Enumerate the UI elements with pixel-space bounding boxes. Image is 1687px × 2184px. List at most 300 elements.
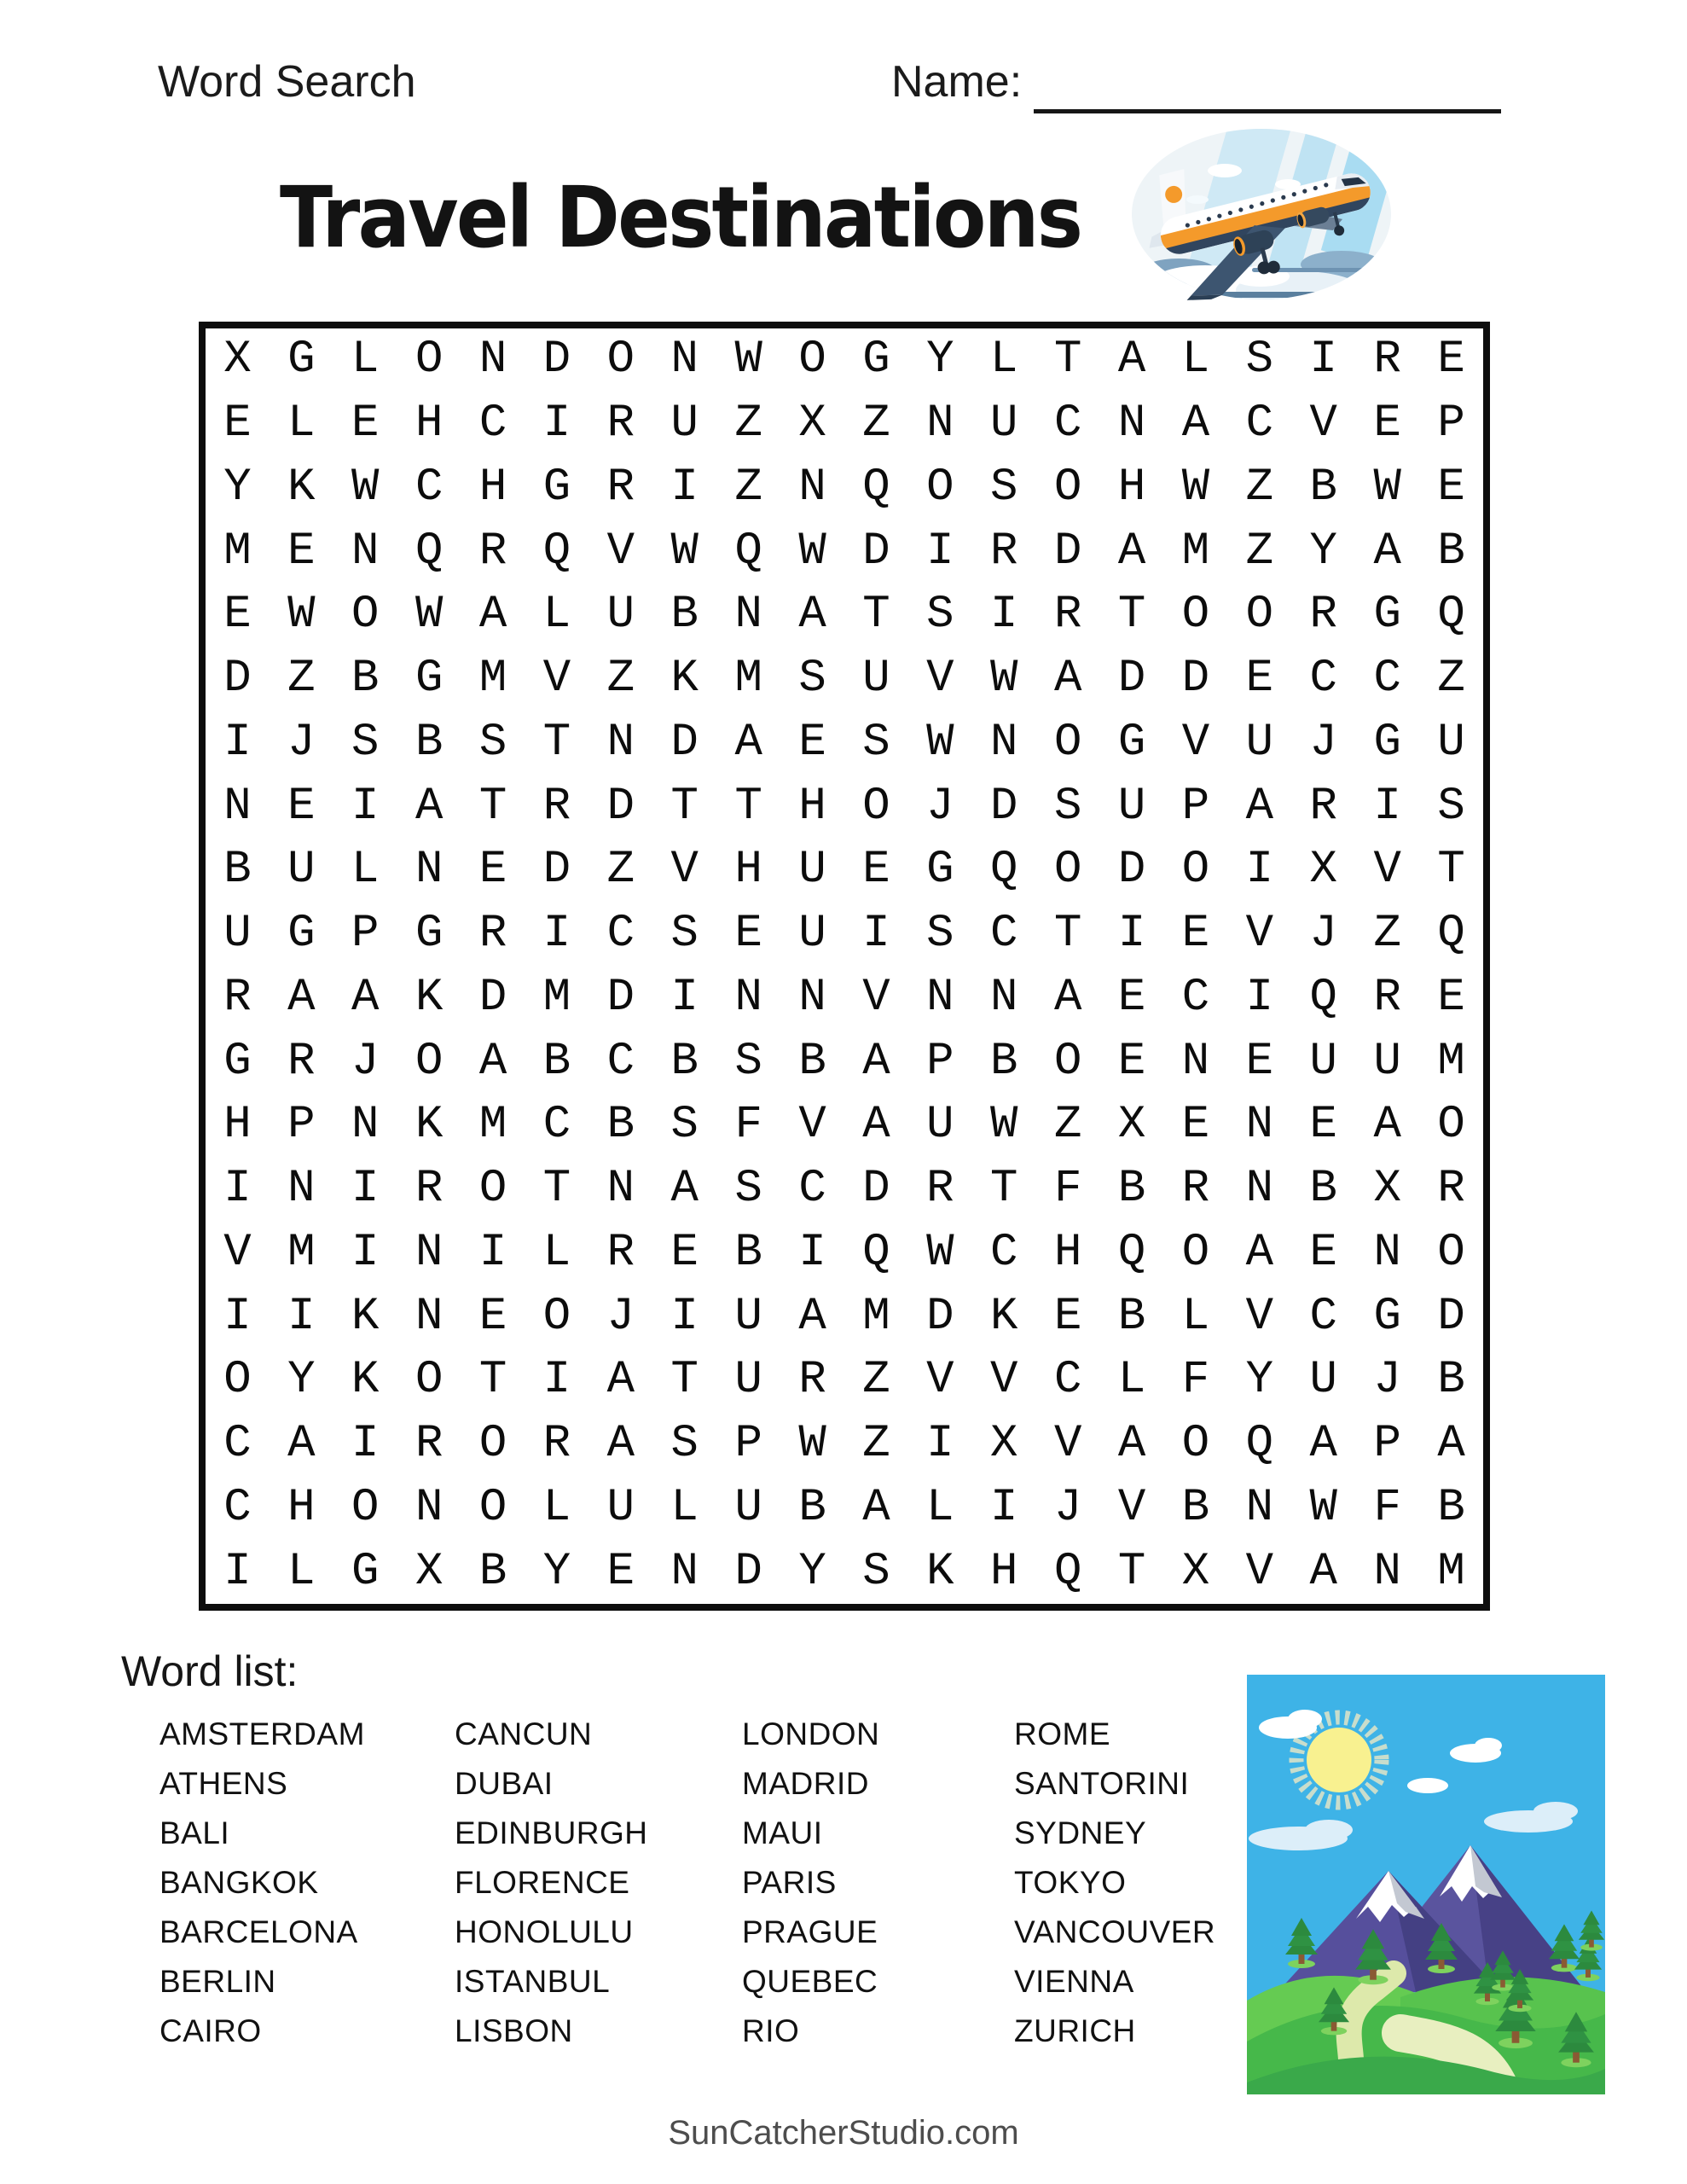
grid-cell[interactable]: O bbox=[415, 1354, 443, 1407]
grid-cell[interactable]: I bbox=[287, 1290, 316, 1343]
grid-cell[interactable]: Z bbox=[1053, 1099, 1082, 1152]
grid-cell[interactable]: T bbox=[1437, 844, 1465, 897]
grid-cell[interactable]: G bbox=[1373, 589, 1401, 642]
grid-cell[interactable]: Q bbox=[1309, 971, 1337, 1024]
grid-cell[interactable]: D bbox=[1117, 653, 1146, 706]
grid-cell[interactable]: I bbox=[223, 1545, 252, 1598]
grid-cell[interactable]: W bbox=[926, 716, 954, 769]
grid-cell[interactable]: N bbox=[1373, 1226, 1401, 1279]
grid-cell[interactable]: N bbox=[415, 844, 443, 897]
grid-cell[interactable]: M bbox=[1181, 525, 1210, 578]
grid-cell[interactable]: I bbox=[670, 461, 699, 514]
grid-cell[interactable]: U bbox=[990, 398, 1018, 450]
grid-cell[interactable]: B bbox=[670, 1035, 699, 1088]
grid-cell[interactable]: N bbox=[734, 971, 762, 1024]
grid-cell[interactable]: Y bbox=[1309, 525, 1337, 578]
grid-cell[interactable]: R bbox=[1373, 971, 1401, 1024]
grid-cell[interactable]: U bbox=[1437, 716, 1465, 769]
grid-cell[interactable]: B bbox=[1117, 1163, 1146, 1216]
grid-cell[interactable]: T bbox=[862, 589, 890, 642]
grid-cell[interactable]: Q bbox=[734, 525, 762, 578]
grid-cell[interactable]: I bbox=[1245, 844, 1274, 897]
grid-cell[interactable]: B bbox=[351, 653, 380, 706]
grid-cell[interactable]: S bbox=[1245, 334, 1274, 386]
grid-cell[interactable]: B bbox=[1437, 1354, 1465, 1407]
grid-cell[interactable]: C bbox=[606, 908, 635, 961]
grid-cell[interactable]: U bbox=[1245, 716, 1274, 769]
grid-cell[interactable]: R bbox=[415, 1418, 443, 1471]
grid-cell[interactable]: S bbox=[926, 589, 954, 642]
grid-cell[interactable]: R bbox=[542, 780, 571, 833]
grid-cell[interactable]: L bbox=[351, 334, 380, 386]
grid-cell[interactable]: R bbox=[478, 908, 507, 961]
grid-cell[interactable]: H bbox=[990, 1545, 1018, 1598]
grid-cell[interactable]: E bbox=[1373, 398, 1401, 450]
grid-cell[interactable]: H bbox=[287, 1481, 316, 1534]
grid-cell[interactable]: B bbox=[734, 1226, 762, 1279]
grid-cell[interactable]: X bbox=[1181, 1545, 1210, 1598]
grid-cell[interactable]: Q bbox=[415, 525, 443, 578]
grid-cell[interactable]: J bbox=[1309, 908, 1337, 961]
grid-cell[interactable]: A bbox=[478, 589, 507, 642]
grid-cell[interactable]: I bbox=[1117, 908, 1146, 961]
grid-cell[interactable]: Y bbox=[287, 1354, 316, 1407]
grid-cell[interactable]: E bbox=[1181, 908, 1210, 961]
grid-cell[interactable]: F bbox=[1373, 1481, 1401, 1534]
grid-cell[interactable]: N bbox=[798, 461, 826, 514]
grid-cell[interactable]: Y bbox=[926, 334, 954, 386]
grid-cell[interactable]: I bbox=[223, 1163, 252, 1216]
grid-cell[interactable]: Q bbox=[1053, 1545, 1082, 1598]
grid-cell[interactable]: E bbox=[1309, 1099, 1337, 1152]
grid-cell[interactable]: N bbox=[1373, 1545, 1401, 1598]
grid-cell[interactable]: E bbox=[606, 1545, 635, 1598]
grid-cell[interactable]: L bbox=[1117, 1354, 1146, 1407]
grid-cell[interactable]: I bbox=[862, 908, 890, 961]
grid-cell[interactable]: U bbox=[734, 1290, 762, 1343]
grid-cell[interactable]: K bbox=[415, 1099, 443, 1152]
grid-cell[interactable]: G bbox=[926, 844, 954, 897]
grid-cell[interactable]: K bbox=[415, 971, 443, 1024]
grid-cell[interactable]: L bbox=[542, 1481, 571, 1534]
grid-cell[interactable]: X bbox=[415, 1545, 443, 1598]
grid-cell[interactable]: I bbox=[1373, 780, 1401, 833]
grid-cell[interactable]: N bbox=[926, 971, 954, 1024]
grid-cell[interactable]: O bbox=[1437, 1226, 1465, 1279]
grid-cell[interactable]: W bbox=[990, 653, 1018, 706]
grid-cell[interactable]: O bbox=[478, 1418, 507, 1471]
grid-cell[interactable]: I bbox=[223, 716, 252, 769]
grid-cell[interactable]: B bbox=[1437, 1481, 1465, 1534]
grid-cell[interactable]: N bbox=[606, 1163, 635, 1216]
grid-cell[interactable]: F bbox=[1053, 1163, 1082, 1216]
grid-cell[interactable]: Z bbox=[1245, 461, 1274, 514]
grid-cell[interactable]: O bbox=[1053, 844, 1082, 897]
grid-cell[interactable]: T bbox=[478, 1354, 507, 1407]
grid-cell[interactable]: B bbox=[223, 844, 252, 897]
grid-cell[interactable]: D bbox=[542, 334, 571, 386]
grid-cell[interactable]: Z bbox=[606, 844, 635, 897]
grid-cell[interactable]: D bbox=[478, 971, 507, 1024]
grid-cell[interactable]: E bbox=[1053, 1290, 1082, 1343]
grid-cell[interactable]: W bbox=[415, 589, 443, 642]
grid-cell[interactable]: R bbox=[542, 1418, 571, 1471]
grid-cell[interactable]: D bbox=[990, 780, 1018, 833]
grid-cell[interactable]: D bbox=[734, 1545, 762, 1598]
grid-cell[interactable]: O bbox=[542, 1290, 571, 1343]
grid-cell[interactable]: S bbox=[1437, 780, 1465, 833]
grid-cell[interactable]: D bbox=[862, 525, 890, 578]
grid-cell[interactable]: S bbox=[478, 716, 507, 769]
grid-cell[interactable]: A bbox=[1309, 1418, 1337, 1471]
grid-cell[interactable]: J bbox=[926, 780, 954, 833]
grid-cell[interactable]: A bbox=[1373, 525, 1401, 578]
grid-cell[interactable]: A bbox=[606, 1418, 635, 1471]
grid-cell[interactable]: V bbox=[223, 1226, 252, 1279]
grid-cell[interactable]: T bbox=[990, 1163, 1018, 1216]
grid-cell[interactable]: N bbox=[415, 1290, 443, 1343]
grid-cell[interactable]: A bbox=[1117, 525, 1146, 578]
grid-cell[interactable]: L bbox=[670, 1481, 699, 1534]
grid-cell[interactable]: D bbox=[926, 1290, 954, 1343]
grid-cell[interactable]: K bbox=[351, 1290, 380, 1343]
grid-cell[interactable]: G bbox=[287, 334, 316, 386]
grid-cell[interactable]: N bbox=[990, 716, 1018, 769]
grid-cell[interactable]: X bbox=[990, 1418, 1018, 1471]
grid-cell[interactable]: R bbox=[1181, 1163, 1210, 1216]
grid-cell[interactable]: Q bbox=[1437, 589, 1465, 642]
grid-cell[interactable]: O bbox=[1053, 461, 1082, 514]
grid-cell[interactable]: R bbox=[606, 461, 635, 514]
grid-cell[interactable]: A bbox=[1373, 1099, 1401, 1152]
grid-cell[interactable]: G bbox=[1117, 716, 1146, 769]
grid-cell[interactable]: D bbox=[862, 1163, 890, 1216]
grid-cell[interactable]: V bbox=[1373, 844, 1401, 897]
grid-cell[interactable]: Y bbox=[223, 461, 252, 514]
grid-cell[interactable]: Z bbox=[862, 398, 890, 450]
grid-cell[interactable]: I bbox=[542, 1354, 571, 1407]
grid-cell[interactable]: R bbox=[606, 398, 635, 450]
grid-cell[interactable]: G bbox=[287, 908, 316, 961]
grid-cell[interactable]: O bbox=[606, 334, 635, 386]
grid-cell[interactable]: J bbox=[1373, 1354, 1401, 1407]
grid-cell[interactable]: M bbox=[542, 971, 571, 1024]
grid-cell[interactable]: Q bbox=[1245, 1418, 1274, 1471]
grid-cell[interactable]: E bbox=[223, 398, 252, 450]
grid-cell[interactable]: N bbox=[351, 1099, 380, 1152]
grid-cell[interactable]: A bbox=[287, 1418, 316, 1471]
grid-cell[interactable]: P bbox=[1373, 1418, 1401, 1471]
grid-cell[interactable]: N bbox=[926, 398, 954, 450]
grid-cell[interactable]: B bbox=[1309, 461, 1337, 514]
grid-cell[interactable]: D bbox=[606, 971, 635, 1024]
grid-cell[interactable]: O bbox=[415, 1035, 443, 1088]
grid-cell[interactable]: I bbox=[926, 525, 954, 578]
grid-cell[interactable]: D bbox=[1437, 1290, 1465, 1343]
grid-cell[interactable]: O bbox=[1181, 844, 1210, 897]
grid-cell[interactable]: M bbox=[1437, 1035, 1465, 1088]
grid-cell[interactable]: W bbox=[798, 1418, 826, 1471]
grid-cell[interactable]: S bbox=[990, 461, 1018, 514]
grid-cell[interactable]: Z bbox=[606, 653, 635, 706]
grid-cell[interactable]: R bbox=[1437, 1163, 1465, 1216]
grid-cell[interactable]: I bbox=[1309, 334, 1337, 386]
grid-cell[interactable]: V bbox=[1117, 1481, 1146, 1534]
grid-cell[interactable]: A bbox=[862, 1099, 890, 1152]
grid-cell[interactable]: C bbox=[478, 398, 507, 450]
grid-cell[interactable]: K bbox=[926, 1545, 954, 1598]
grid-cell[interactable]: R bbox=[1309, 589, 1337, 642]
grid-cell[interactable]: Q bbox=[542, 525, 571, 578]
grid-cell[interactable]: A bbox=[1117, 1418, 1146, 1471]
grid-cell[interactable]: Z bbox=[1245, 525, 1274, 578]
grid-cell[interactable]: G bbox=[415, 653, 443, 706]
grid-cell[interactable]: E bbox=[1181, 1099, 1210, 1152]
grid-cell[interactable]: R bbox=[798, 1354, 826, 1407]
grid-cell[interactable]: O bbox=[1181, 1226, 1210, 1279]
grid-cell[interactable]: S bbox=[351, 716, 380, 769]
grid-cell[interactable]: F bbox=[734, 1099, 762, 1152]
grid-cell[interactable]: V bbox=[1245, 1290, 1274, 1343]
grid-cell[interactable]: E bbox=[1437, 334, 1465, 386]
grid-cell[interactable]: Y bbox=[1245, 1354, 1274, 1407]
grid-cell[interactable]: C bbox=[990, 1226, 1018, 1279]
grid-cell[interactable]: X bbox=[1309, 844, 1337, 897]
grid-cell[interactable]: O bbox=[478, 1481, 507, 1534]
grid-cell[interactable]: N bbox=[1117, 398, 1146, 450]
grid-cell[interactable]: U bbox=[734, 1354, 762, 1407]
grid-cell[interactable]: T bbox=[542, 1163, 571, 1216]
grid-cell[interactable]: U bbox=[862, 653, 890, 706]
grid-cell[interactable]: E bbox=[1309, 1226, 1337, 1279]
grid-cell[interactable]: T bbox=[1117, 1545, 1146, 1598]
grid-cell[interactable]: N bbox=[351, 525, 380, 578]
grid-cell[interactable]: F bbox=[1181, 1354, 1210, 1407]
grid-cell[interactable]: R bbox=[926, 1163, 954, 1216]
grid-cell[interactable]: E bbox=[670, 1226, 699, 1279]
grid-cell[interactable]: R bbox=[223, 971, 252, 1024]
grid-cell[interactable]: A bbox=[287, 971, 316, 1024]
grid-cell[interactable]: P bbox=[1437, 398, 1465, 450]
grid-cell[interactable]: V bbox=[990, 1354, 1018, 1407]
grid-cell[interactable]: N bbox=[1181, 1035, 1210, 1088]
grid-cell[interactable]: O bbox=[1181, 1418, 1210, 1471]
grid-cell[interactable]: A bbox=[862, 1035, 890, 1088]
grid-cell[interactable]: B bbox=[798, 1035, 826, 1088]
grid-cell[interactable]: E bbox=[1437, 971, 1465, 1024]
grid-cell[interactable]: I bbox=[542, 908, 571, 961]
grid-cell[interactable]: R bbox=[415, 1163, 443, 1216]
grid-cell[interactable]: G bbox=[351, 1545, 380, 1598]
grid-cell[interactable]: A bbox=[1181, 398, 1210, 450]
grid-cell[interactable]: N bbox=[1245, 1099, 1274, 1152]
grid-cell[interactable]: Z bbox=[734, 461, 762, 514]
grid-cell[interactable]: Z bbox=[862, 1418, 890, 1471]
grid-cell[interactable]: I bbox=[351, 780, 380, 833]
grid-cell[interactable]: N bbox=[670, 334, 699, 386]
grid-cell[interactable]: G bbox=[862, 334, 890, 386]
grid-cell[interactable]: C bbox=[1309, 653, 1337, 706]
grid-cell[interactable]: A bbox=[415, 780, 443, 833]
grid-cell[interactable]: V bbox=[1245, 1545, 1274, 1598]
grid-cell[interactable]: O bbox=[1437, 1099, 1465, 1152]
grid-cell[interactable]: V bbox=[1181, 716, 1210, 769]
grid-cell[interactable]: I bbox=[798, 1226, 826, 1279]
grid-cell[interactable]: N bbox=[990, 971, 1018, 1024]
grid-cell[interactable]: K bbox=[287, 461, 316, 514]
grid-cell[interactable]: U bbox=[670, 398, 699, 450]
grid-cell[interactable]: B bbox=[606, 1099, 635, 1152]
grid-cell[interactable]: E bbox=[1245, 1035, 1274, 1088]
grid-cell[interactable]: E bbox=[478, 1290, 507, 1343]
grid-cell[interactable]: L bbox=[542, 589, 571, 642]
grid-cell[interactable]: V bbox=[926, 653, 954, 706]
grid-cell[interactable]: I bbox=[670, 971, 699, 1024]
grid-cell[interactable]: N bbox=[478, 334, 507, 386]
grid-cell[interactable]: O bbox=[1245, 589, 1274, 642]
grid-cell[interactable]: I bbox=[670, 1290, 699, 1343]
grid-cell[interactable]: E bbox=[351, 398, 380, 450]
grid-cell[interactable]: V bbox=[862, 971, 890, 1024]
grid-cell[interactable]: U bbox=[287, 844, 316, 897]
grid-cell[interactable]: L bbox=[1181, 1290, 1210, 1343]
grid-cell[interactable]: S bbox=[926, 908, 954, 961]
grid-cell[interactable]: O bbox=[478, 1163, 507, 1216]
grid-cell[interactable]: I bbox=[990, 589, 1018, 642]
grid-cell[interactable]: J bbox=[606, 1290, 635, 1343]
grid-cell[interactable]: S bbox=[1053, 780, 1082, 833]
grid-cell[interactable]: T bbox=[1053, 334, 1082, 386]
grid-cell[interactable]: J bbox=[351, 1035, 380, 1088]
grid-cell[interactable]: V bbox=[1245, 908, 1274, 961]
grid-cell[interactable]: P bbox=[287, 1099, 316, 1152]
grid-cell[interactable]: O bbox=[1181, 589, 1210, 642]
grid-cell[interactable]: N bbox=[734, 589, 762, 642]
grid-cell[interactable]: C bbox=[223, 1418, 252, 1471]
grid-cell[interactable]: E bbox=[798, 716, 826, 769]
grid-cell[interactable]: K bbox=[670, 653, 699, 706]
grid-cell[interactable]: G bbox=[1373, 716, 1401, 769]
grid-cell[interactable]: G bbox=[415, 908, 443, 961]
grid-cell[interactable]: D bbox=[670, 716, 699, 769]
grid-cell[interactable]: U bbox=[926, 1099, 954, 1152]
grid-cell[interactable]: L bbox=[990, 334, 1018, 386]
grid-cell[interactable]: L bbox=[542, 1226, 571, 1279]
grid-cell[interactable]: N bbox=[415, 1481, 443, 1534]
grid-cell[interactable]: A bbox=[1245, 780, 1274, 833]
grid-cell[interactable]: O bbox=[1053, 1035, 1082, 1088]
grid-cell[interactable]: W bbox=[926, 1226, 954, 1279]
grid-cell[interactable]: X bbox=[223, 334, 252, 386]
grid-cell[interactable]: A bbox=[351, 971, 380, 1024]
grid-cell[interactable]: K bbox=[990, 1290, 1018, 1343]
grid-cell[interactable]: B bbox=[478, 1545, 507, 1598]
grid-cell[interactable]: L bbox=[287, 398, 316, 450]
grid-cell[interactable]: V bbox=[670, 844, 699, 897]
grid-cell[interactable]: V bbox=[1309, 398, 1337, 450]
grid-cell[interactable]: A bbox=[1053, 653, 1082, 706]
grid-cell[interactable]: C bbox=[798, 1163, 826, 1216]
grid-cell[interactable]: C bbox=[990, 908, 1018, 961]
grid-cell[interactable]: W bbox=[351, 461, 380, 514]
grid-cell[interactable]: O bbox=[926, 461, 954, 514]
grid-cell[interactable]: S bbox=[734, 1163, 762, 1216]
grid-cell[interactable]: N bbox=[287, 1163, 316, 1216]
grid-cell[interactable]: I bbox=[1245, 971, 1274, 1024]
grid-cell[interactable]: B bbox=[1437, 525, 1465, 578]
grid-cell[interactable]: H bbox=[223, 1099, 252, 1152]
grid-cell[interactable]: V bbox=[926, 1354, 954, 1407]
grid-cell[interactable]: Q bbox=[862, 461, 890, 514]
grid-cell[interactable]: H bbox=[415, 398, 443, 450]
grid-cell[interactable]: Q bbox=[1117, 1226, 1146, 1279]
grid-cell[interactable]: I bbox=[478, 1226, 507, 1279]
grid-cell[interactable]: W bbox=[1309, 1481, 1337, 1534]
grid-cell[interactable]: B bbox=[798, 1481, 826, 1534]
grid-cell[interactable]: G bbox=[542, 461, 571, 514]
grid-cell[interactable]: Y bbox=[542, 1545, 571, 1598]
grid-cell[interactable]: Q bbox=[990, 844, 1018, 897]
grid-cell[interactable]: N bbox=[606, 716, 635, 769]
grid-cell[interactable]: B bbox=[1309, 1163, 1337, 1216]
grid-cell[interactable]: D bbox=[542, 844, 571, 897]
grid-cell[interactable]: O bbox=[862, 780, 890, 833]
grid-cell[interactable]: B bbox=[1181, 1481, 1210, 1534]
grid-cell[interactable]: B bbox=[990, 1035, 1018, 1088]
grid-cell[interactable]: V bbox=[1053, 1418, 1082, 1471]
grid-cell[interactable]: U bbox=[1117, 780, 1146, 833]
grid-cell[interactable]: I bbox=[542, 398, 571, 450]
grid-cell[interactable]: C bbox=[1053, 1354, 1082, 1407]
grid-cell[interactable]: Z bbox=[1437, 653, 1465, 706]
grid-cell[interactable]: K bbox=[351, 1354, 380, 1407]
grid-cell[interactable]: W bbox=[734, 334, 762, 386]
grid-cell[interactable]: L bbox=[926, 1481, 954, 1534]
grid-cell[interactable]: J bbox=[287, 716, 316, 769]
grid-cell[interactable]: H bbox=[1117, 461, 1146, 514]
grid-cell[interactable]: O bbox=[1053, 716, 1082, 769]
grid-cell[interactable]: U bbox=[798, 908, 826, 961]
grid-cell[interactable]: M bbox=[1437, 1545, 1465, 1598]
grid-cell[interactable]: Q bbox=[862, 1226, 890, 1279]
grid-cell[interactable]: I bbox=[351, 1163, 380, 1216]
grid-cell[interactable]: A bbox=[1117, 334, 1146, 386]
grid-cell[interactable]: I bbox=[351, 1418, 380, 1471]
grid-cell[interactable]: M bbox=[862, 1290, 890, 1343]
grid-cell[interactable]: L bbox=[1181, 334, 1210, 386]
grid-cell[interactable]: U bbox=[606, 589, 635, 642]
grid-cell[interactable]: W bbox=[1373, 461, 1401, 514]
grid-cell[interactable]: C bbox=[606, 1035, 635, 1088]
grid-cell[interactable]: A bbox=[734, 716, 762, 769]
grid-cell[interactable]: P bbox=[351, 908, 380, 961]
grid-cell[interactable]: H bbox=[478, 461, 507, 514]
grid-cell[interactable]: N bbox=[1245, 1163, 1274, 1216]
grid-cell[interactable]: T bbox=[1053, 908, 1082, 961]
grid-cell[interactable]: U bbox=[798, 844, 826, 897]
grid-cell[interactable]: R bbox=[478, 525, 507, 578]
grid-cell[interactable]: W bbox=[798, 525, 826, 578]
grid-cell[interactable]: I bbox=[351, 1226, 380, 1279]
grid-cell[interactable]: I bbox=[990, 1481, 1018, 1534]
grid-cell[interactable]: C bbox=[1245, 398, 1274, 450]
grid-cell[interactable]: U bbox=[1373, 1035, 1401, 1088]
grid-cell[interactable]: X bbox=[1117, 1099, 1146, 1152]
grid-cell[interactable]: W bbox=[287, 589, 316, 642]
grid-cell[interactable]: E bbox=[862, 844, 890, 897]
grid-cell[interactable]: E bbox=[1437, 461, 1465, 514]
grid-cell[interactable]: T bbox=[670, 1354, 699, 1407]
